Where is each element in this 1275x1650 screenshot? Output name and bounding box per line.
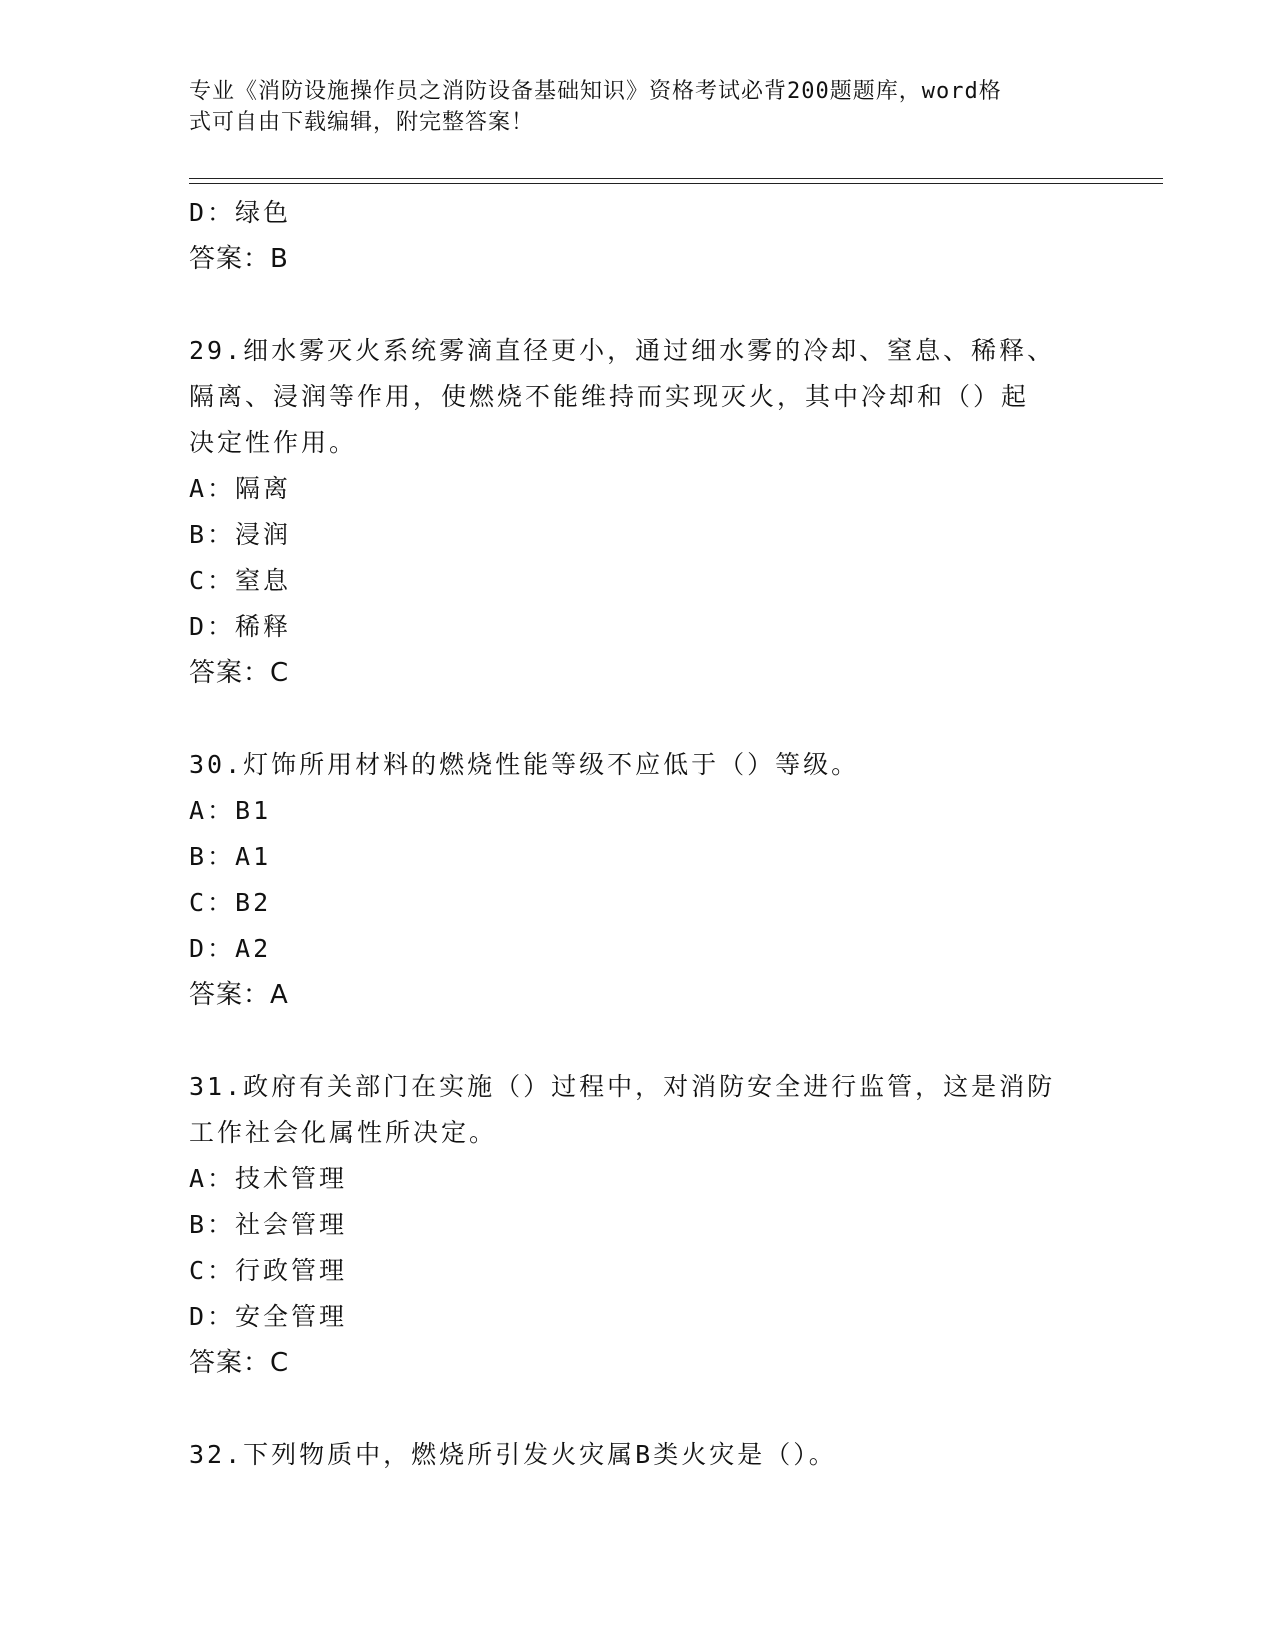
option-d: D：绿色 [189, 198, 292, 227]
option-d: D：稀释 [189, 612, 292, 641]
spacer [189, 696, 1089, 742]
option-a: A：隔离 [189, 474, 292, 503]
question-text-line: 隔离、浸润等作用，使燃烧不能维持而实现灭火，其中冷却和（）起 [189, 382, 1030, 411]
question-31 [189, 1064, 1089, 1386]
option-b: B：社会管理 [189, 1210, 348, 1239]
option-c: C：窒息 [189, 566, 292, 595]
option-a: A：B1 [189, 796, 272, 825]
question-list [189, 190, 1089, 1478]
option-c: C：B2 [189, 888, 272, 917]
question-text-line: 工作社会化属性所决定。 [189, 1118, 498, 1147]
header-divider-top [189, 178, 1163, 179]
answer: 答案：B [189, 244, 289, 274]
option-d: D：A2 [189, 934, 272, 963]
question-text-line: 29.细水雾灭火系统雾滴直径更小，通过细水雾的冷却、窒息、稀释、 [189, 336, 1056, 365]
header-divider-bottom [189, 183, 1163, 184]
option-b: B：A1 [189, 842, 272, 871]
question-text-line: 32.下列物质中，燃烧所引发火灾属B类火灾是（）。 [189, 1440, 837, 1469]
answer: 答案：C [189, 1348, 290, 1378]
spacer [189, 1386, 1089, 1432]
question-text-line: 31.政府有关部门在实施（）过程中，对消防安全进行监管，这是消防 [189, 1072, 1056, 1101]
question-29 [189, 328, 1089, 696]
header-line-1: 专业《消防设施操作员之消防设备基础知识》资格考试必背200题题库，word格 [189, 79, 1002, 104]
answer: 答案：A [189, 980, 289, 1010]
option-c: C：行政管理 [189, 1256, 348, 1285]
question-text-line: 决定性作用。 [189, 428, 358, 457]
spacer [189, 1018, 1089, 1064]
question-28-tail [189, 190, 1089, 282]
question-text-line: 30.灯饰所用材料的燃烧性能等级不应低于（）等级。 [189, 750, 860, 779]
header-line-2: 式可自由下载编辑，附完整答案！ [189, 110, 535, 135]
option-d: D：安全管理 [189, 1302, 348, 1331]
question-32 [189, 1432, 1089, 1478]
answer: 答案：C [189, 658, 290, 688]
spacer [189, 282, 1089, 328]
option-a: A：技术管理 [189, 1164, 348, 1193]
option-b: B：浸润 [189, 520, 292, 549]
document-header [189, 76, 1079, 138]
question-30 [189, 742, 1089, 1018]
